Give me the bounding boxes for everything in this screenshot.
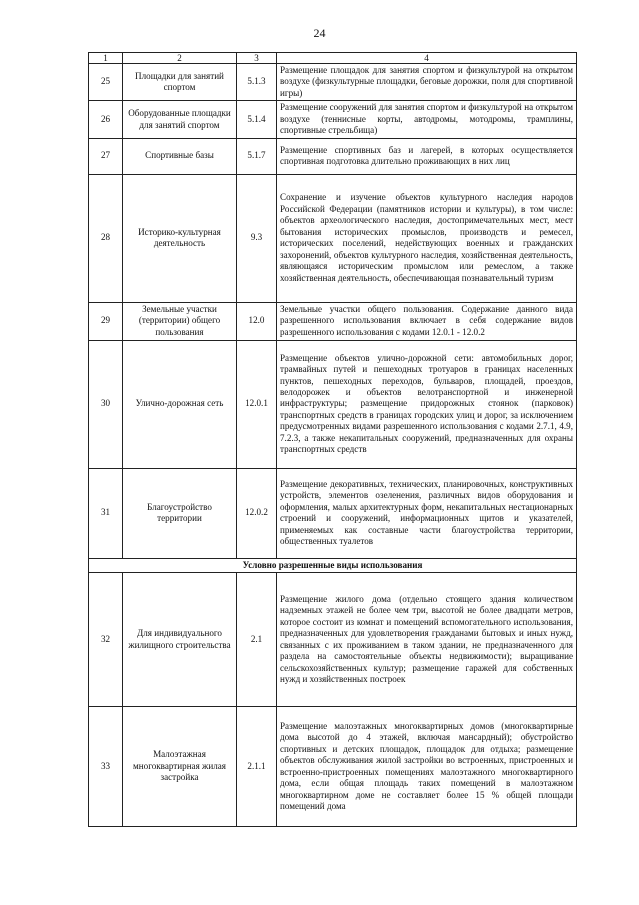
table-row <box>89 174 577 302</box>
header-col-3: 3 <box>237 53 277 64</box>
use-type-name: Малоэтажная многоквартирная жилая застройка <box>123 707 237 827</box>
table-row <box>89 340 577 468</box>
use-type-description: Размещение сооружений для занятия спортом и физкультурой на открытом воздухе (теннисные корты, автодромы, мотодромы, трамплины, спортивные стрельбища) <box>277 101 577 138</box>
use-type-code: 2.1.1 <box>237 707 277 827</box>
land-use-table <box>88 52 577 827</box>
use-type-description: Размещение малоэтажных многоквартирных домов (многоквартирные дома высотой до 4 этажей, включая мансардный); обустройство спортивных и детских площадок, площадок для отдыха; размещение объектов обслуживания жилой застройки во встроенных, пристроенных и встроенно-пристроенных помещениях малоэтажного многоквартирного дома, если общая площадь таких помещений в малоэтажном многоквартирном доме не составляет более 15 % общей площади помещений дома <box>277 707 577 827</box>
use-type-code: 12.0.1 <box>237 340 277 468</box>
use-type-description: Размещение площадок для занятия спортом и физкультурой на открытом воздухе (физкультурные площадки, беговые дорожки, поля для спортивной игры) <box>277 64 577 101</box>
table-row <box>89 468 577 558</box>
table-row <box>89 707 577 827</box>
use-type-code: 12.0 <box>237 302 277 340</box>
row-number: 26 <box>89 101 123 138</box>
header-col-2: 2 <box>123 53 237 64</box>
row-number: 30 <box>89 340 123 468</box>
use-type-description: Земельные участки общего пользования. Содержание данного вида разрешенного использования включает в себя содержание видов разрешенного использования с кодами 12.0.1 - 12.0.2 <box>277 302 577 340</box>
row-number: 28 <box>89 174 123 302</box>
section-title: Условно разрешенные виды использования <box>89 558 577 572</box>
use-type-code: 5.1.4 <box>237 101 277 138</box>
use-type-name: Площадки для занятий спортом <box>123 64 237 101</box>
use-type-code: 5.1.3 <box>237 64 277 101</box>
header-col-4: 4 <box>277 53 577 64</box>
use-type-description: Сохранение и изучение объектов культурного наследия народов Российской Федерации (памятников истории и культуры), в том числе: объектов археологического наследия, достопримечательных мест, мест бытования исторических промыслов, производств и ремесел, исторических поселений, недействующих военных и гражданских захоронений, объектов культурного наследия, хозяйственная деятельность, являющаяся историческим промыслом или ремеслом, а также хозяйственная деятельность, обеспечивающая познавательный туризм <box>277 174 577 302</box>
use-type-name: Благоустройство территории <box>123 468 237 558</box>
use-type-name: Историко-культурная деятельность <box>123 174 237 302</box>
row-number: 27 <box>89 138 123 174</box>
table-row <box>89 573 577 707</box>
use-type-description: Размещение жилого дома (отдельно стоящего здания количеством надземных этажей не более чем три, высотой не более двадцати метров, которое состоит из комнат и помещений вспомогательного использования, предназначенных для удовлетворения гражданами бытовых и иных нужд, связанных с их проживанием в таком здании, не предназначенного для раздела на самостоятельные объекты недвижимости); выращивание сельскохозяйственных культур; размещение гаражей для собственных нужд и хозяйственных построек <box>277 573 577 707</box>
use-type-code: 2.1 <box>237 573 277 707</box>
use-type-code: 5.1.7 <box>237 138 277 174</box>
table-row <box>89 138 577 174</box>
use-type-description: Размещение объектов улично-дорожной сети: автомобильных дорог, трамвайных путей и пешеходных тротуаров в границах населенных пунктов, пешеходных переходов, бульваров, площадей, проездов, велодорожек и объектов велотранспортной и инженерной инфраструктуры; размещение придорожных стоянок (парковок) транспортных средств в границах городских улиц и дорог, за исключением предусмотренных видами разрешенного использования с кодами 2.7.1, 4.9, 7.2.3, а также некапитальных сооружений, предназначенных для охраны транспортных средств <box>277 340 577 468</box>
table-row <box>89 101 577 138</box>
use-type-name: Оборудованные площадки для занятий спортом <box>123 101 237 138</box>
use-type-name: Для индивидуального жилищного строительства <box>123 573 237 707</box>
use-type-code: 12.0.2 <box>237 468 277 558</box>
table-row <box>89 302 577 340</box>
row-number: 33 <box>89 707 123 827</box>
use-type-code: 9.3 <box>237 174 277 302</box>
section-row <box>89 558 577 572</box>
table-header-row <box>89 53 577 64</box>
row-number: 31 <box>89 468 123 558</box>
row-number: 25 <box>89 64 123 101</box>
row-number: 32 <box>89 573 123 707</box>
table-row <box>89 64 577 101</box>
row-number: 29 <box>89 302 123 340</box>
use-type-description: Размещение декоративных, технических, планировочных, конструктивных устройств, элементов озеленения, различных видов оборудования и оформления, малых архитектурных форм, некапитальных нестационарных строений и сооружений, информационных щитов и указателей, применяемых как составные части благоустройства территории, общественных туалетов <box>277 468 577 558</box>
header-col-1: 1 <box>89 53 123 64</box>
page-number: 24 <box>313 26 326 40</box>
use-type-name: Улично-дорожная сеть <box>123 340 237 468</box>
use-type-description: Размещение спортивных баз и лагерей, в которых осуществляется спортивная подготовка длительно проживающих в них лиц <box>277 138 577 174</box>
use-type-name: Земельные участки (территории) общего пользования <box>123 302 237 340</box>
use-type-name: Спортивные базы <box>123 138 237 174</box>
